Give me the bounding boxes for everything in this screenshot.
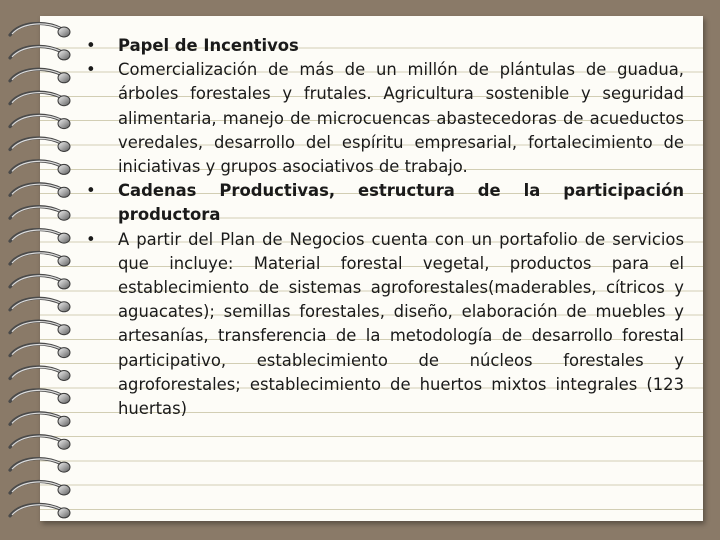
spiral-ring [10,115,70,129]
bullet-list [86,34,684,421]
spiral-ring [10,230,70,244]
list-item [86,58,684,179]
spiral-ring [10,207,70,221]
spiral-ring [10,481,70,495]
spiral-ring [10,390,70,404]
list-item-text: Comercialización de más de un millón de plántulas de guadua, árboles forestales y frutales. Agricultura sostenible y seguridad alimentaria, manejo de microcuencas abastecedoras de acueductos veredales, desarrollo del espíritu empresarial, fortalecimiento de iniciativas y grupos asociativos de trabajo. [118,60,684,177]
spiral-ring [10,23,70,37]
list-item-text: A partir del Plan de Negocios cuenta con un portafolio de servicios que incluye: Material forestal vegetal, productos para el establecimiento de sistemas agroforestales(maderables, cítricos y aguacates); semillas forestales, diseño, elaboración de muebles y artesanías, transferencia de la metodología de desarrollo forestal participativo, establecimiento de núcleos forestales y agroforestales; establecimiento de huertos mixtos integrales (123 huertas) [118,229,684,419]
list-item [86,34,684,58]
spiral-ring [10,46,70,60]
spiral-ring [10,298,70,312]
list-item [86,228,684,422]
list-item-text: Papel de Incentivos [118,36,299,55]
spiral-binding [0,16,90,521]
spiral-ring [10,504,70,518]
list-item-text: Cadenas Productivas, estructura de la participación productora [118,181,684,225]
spiral-ring [10,367,70,381]
spiral-ring [10,344,70,358]
bullet: • [86,60,96,80]
spiral-ring [10,321,70,335]
spiral-ring [10,92,70,106]
spiral-ring [10,436,70,450]
spiral-ring [10,184,70,198]
bullet: • [86,229,96,249]
spiral-ring [10,138,70,152]
list-item [86,179,684,227]
spiral-ring [10,459,70,473]
spiral-ring [10,161,70,175]
bullet: • [86,181,96,201]
spiral-ring [10,275,70,289]
spiral-ring [10,413,70,427]
spiral-ring [10,252,70,266]
bullet: • [86,36,96,55]
spiral-ring [10,69,70,83]
